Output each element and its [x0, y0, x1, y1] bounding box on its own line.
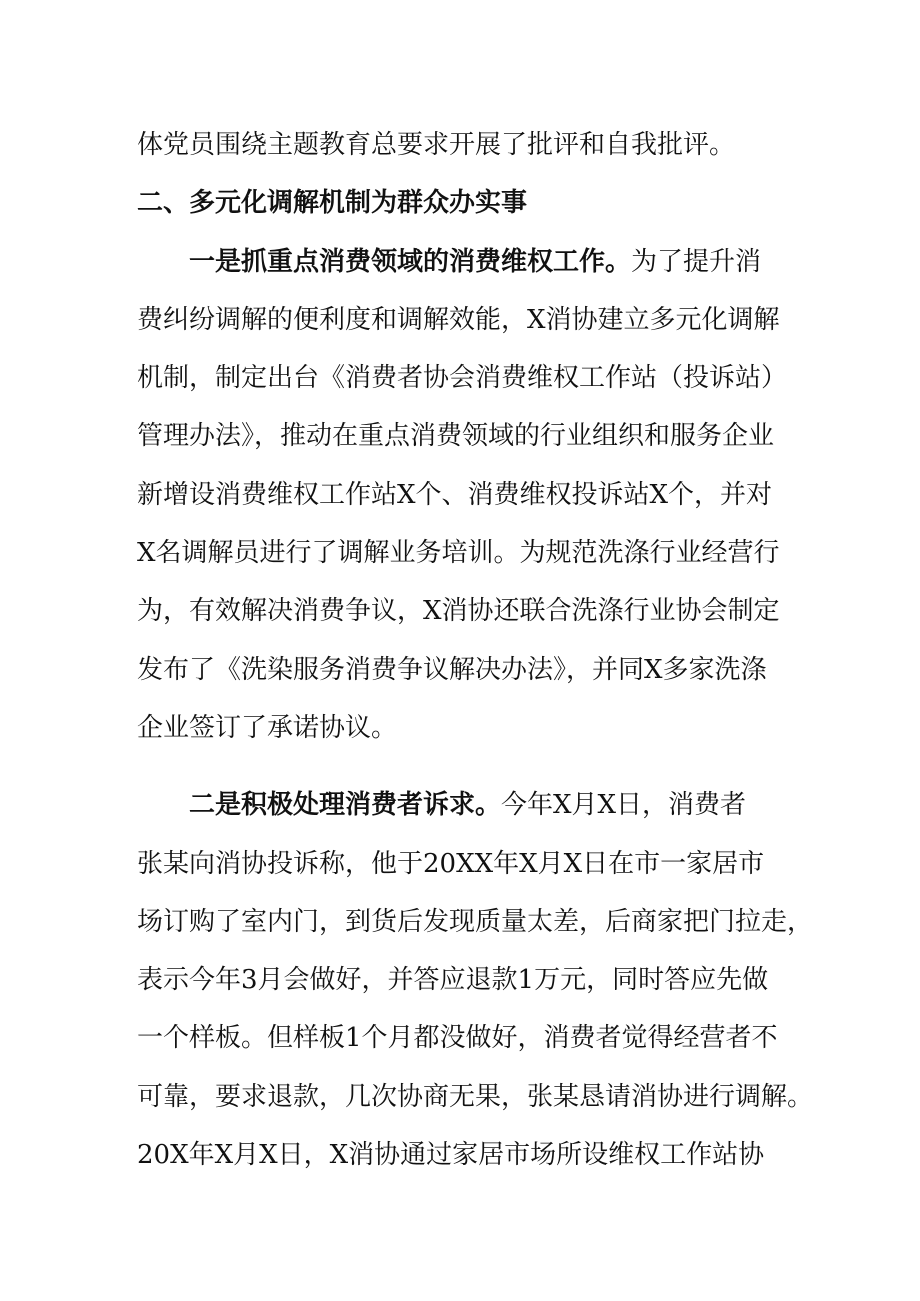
- paragraph-line-15: 表示今年3月会做好，并答应退款1万元，同时答应先做: [137, 965, 769, 996]
- paragraph-line-5: 机制，制定出台《消费者协会消费维权工作站（投诉站）: [137, 363, 788, 394]
- paragraph-line-4: 费纠纷调解的便利度和调解效能，X消协建立多元化调解: [137, 304, 780, 335]
- paragraph-line-3: [137, 240, 797, 298]
- paragraph-line-12-text: 今年X月X日，消费者: [501, 790, 747, 821]
- paragraph-line-16: 一个样板。但样板1个月都没做好，消费者觉得经营者不: [137, 1023, 778, 1054]
- paragraph-line-1: 体党员围绕主题教育总要求开展了批评和自我批评。: [137, 130, 736, 160]
- paragraph-line-13: 张某向消协投诉称，他于20XX年X月X日在市一家居市: [137, 848, 765, 879]
- section-heading: 二、多元化调解机制为群众办实事: [137, 188, 528, 219]
- paragraph-line-17: 可靠，要求退款，几次协商无果，张某恳请消协进行调解。: [137, 1081, 814, 1112]
- paragraph-line-6: 管理办法》，推动在重点消费领域的行业组织和服务企业: [137, 421, 775, 452]
- paragraph-line-9: 为，有效解决消费争议，X消协还联合洗涤行业协会制定: [137, 596, 780, 627]
- paragraph-line-12: [137, 783, 797, 841]
- paragraph-line-18: 20X年X月X日，X消协通过家居市场所设维权工作站协: [137, 1140, 765, 1171]
- lead-sentence-2: 二是积极处理消费者诉求。: [189, 790, 502, 821]
- paragraph-line-14: 场订购了室内门，到货后发现质量太差，后商家把门拉走，: [137, 906, 814, 937]
- paragraph-line-8: X名调解员进行了调解业务培训。为规范洗涤行业经营行: [137, 538, 780, 569]
- lead-sentence-1: 一是抓重点消费领域的消费维权工作。: [189, 246, 632, 277]
- paragraph-line-3-text: 为了提升消: [631, 246, 762, 277]
- paragraph-line-11: 企业签订了承诺协议。: [137, 712, 398, 743]
- paragraph-gap: [137, 764, 797, 783]
- document-body: [137, 123, 814, 1191]
- paragraph-line-7: 新增设消费维权工作站X个、消费维权投诉站X个，并对: [137, 479, 773, 510]
- paragraph-line-10: 发布了《洗染服务消费争议解决办法》，并同X多家洗涤: [137, 654, 767, 685]
